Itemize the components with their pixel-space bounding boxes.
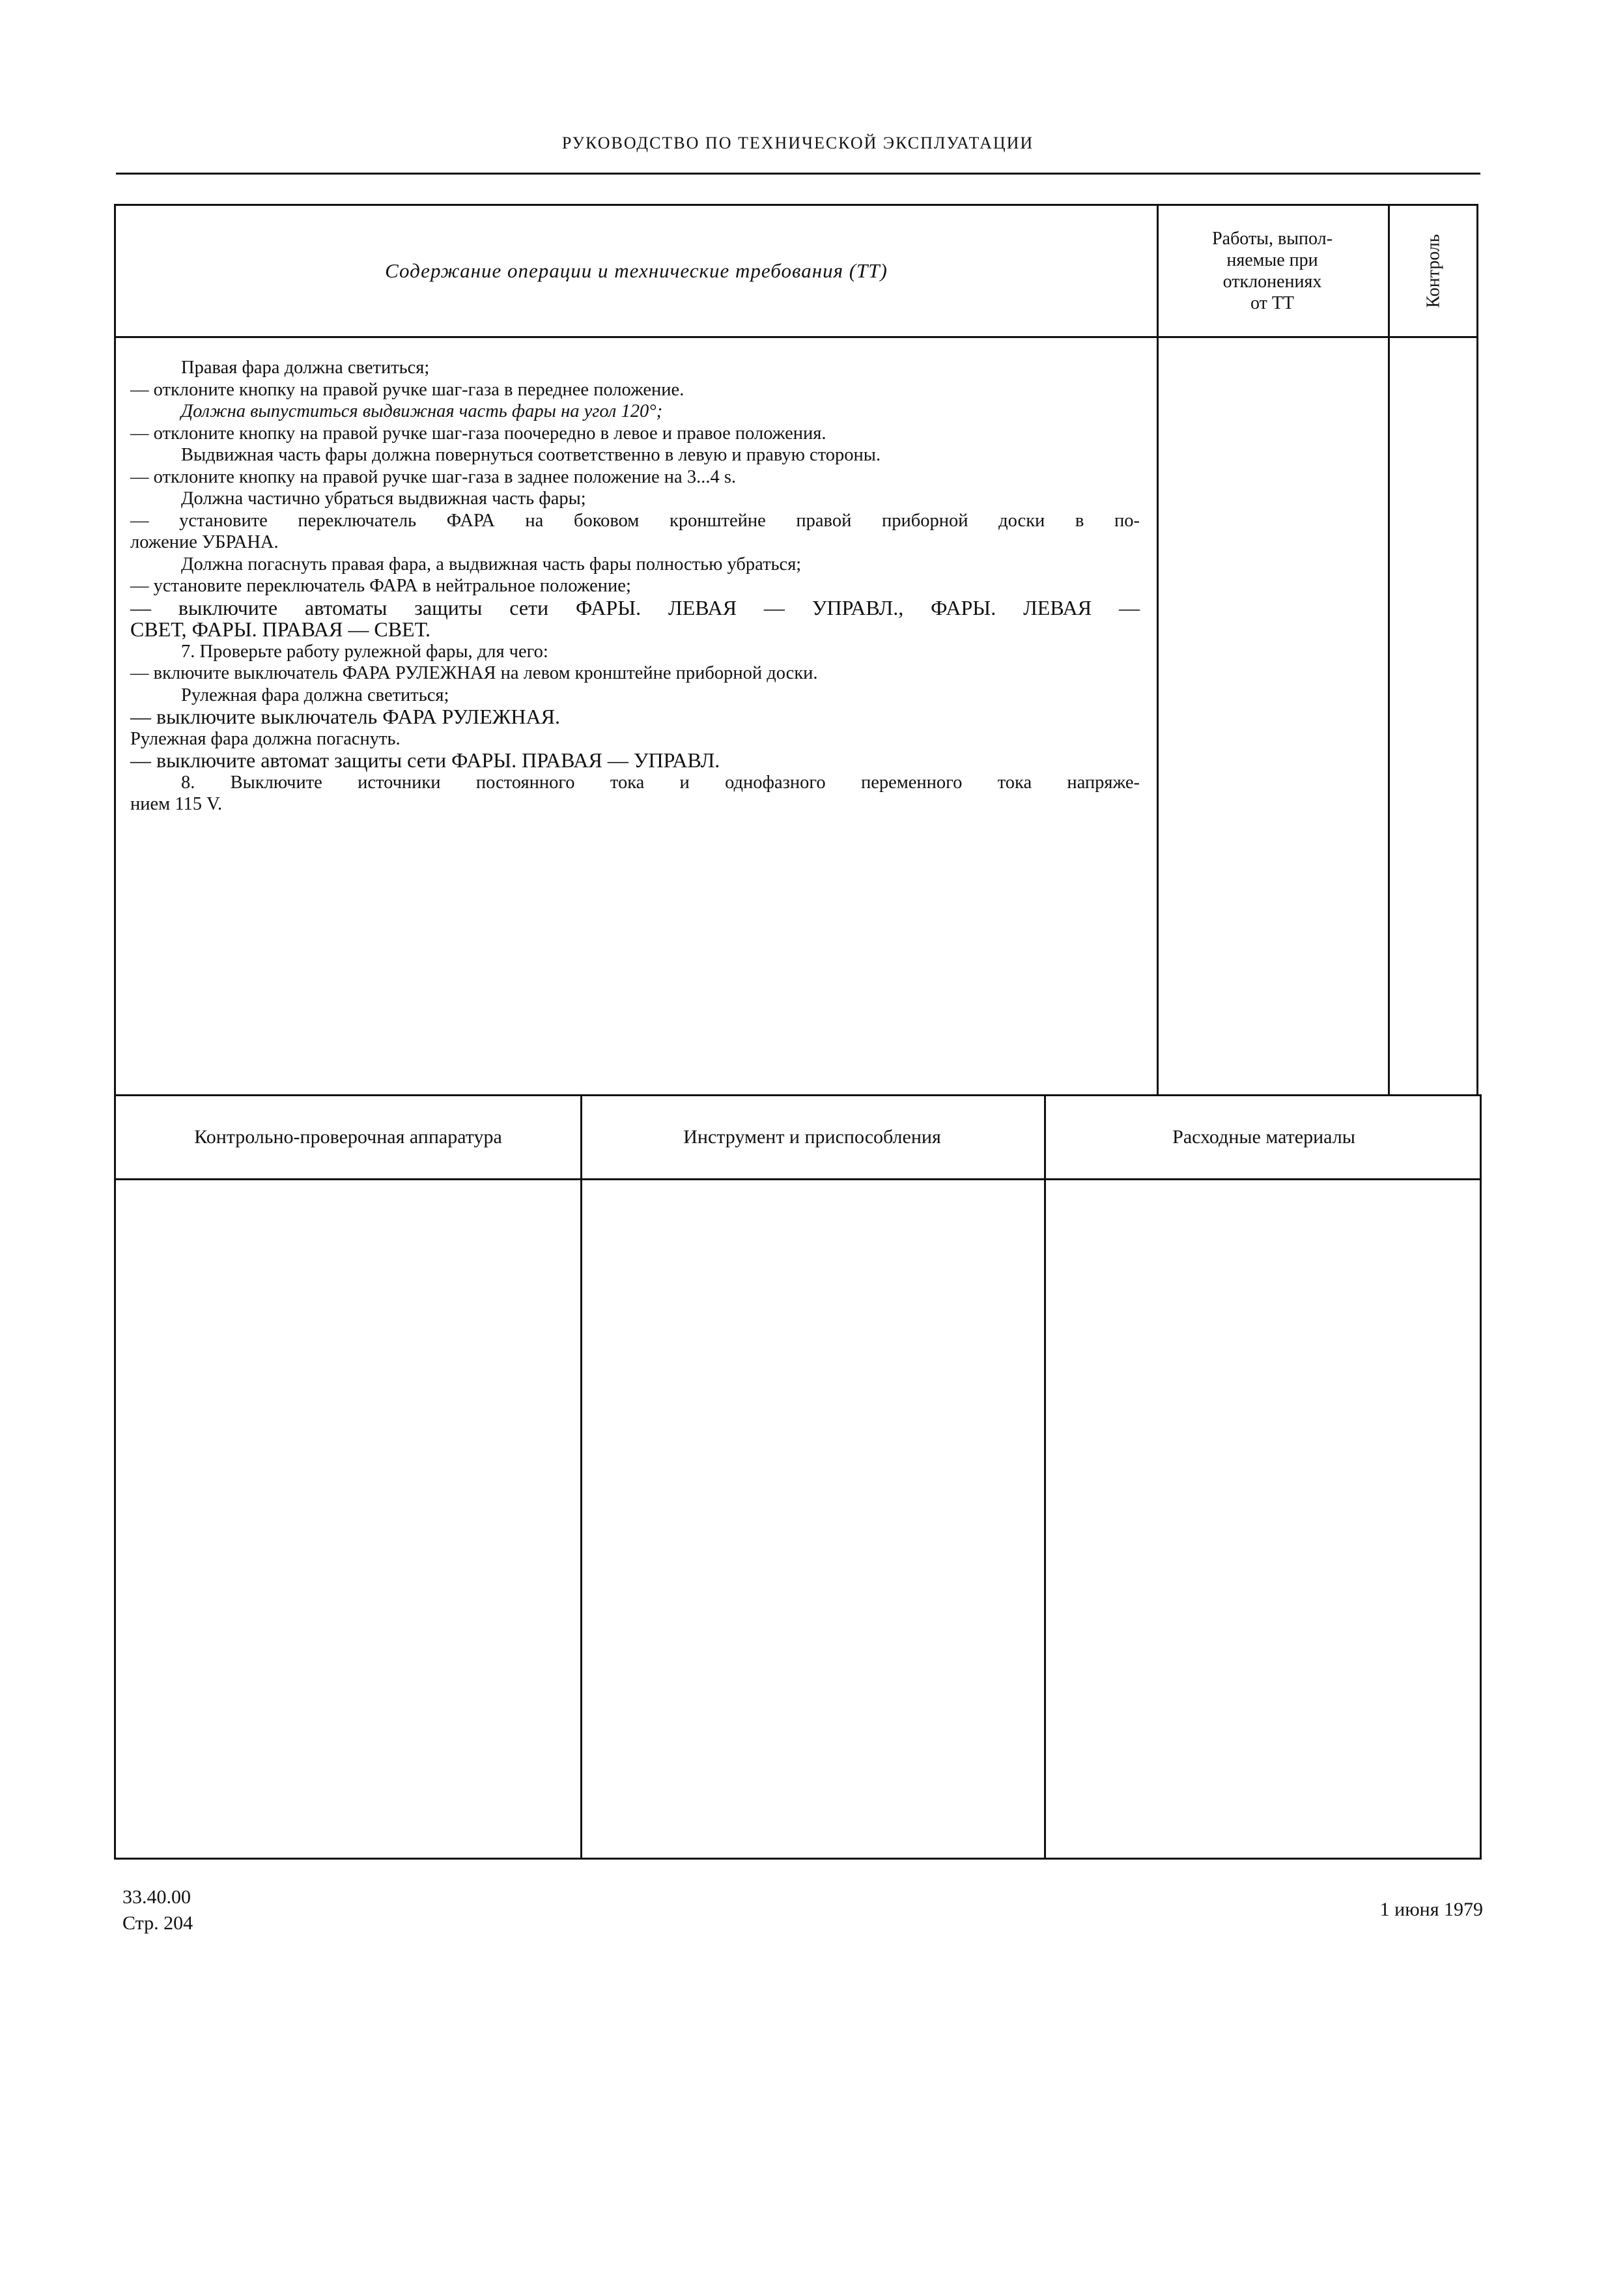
text-line: — отклоните кнопку на правой ручке шаг-газа в переднее положение. — [130, 379, 684, 400]
text-line: 8. Выключите источники постоянного тока и однофазного переменного тока напряже- — [181, 772, 1140, 793]
column-divider — [580, 1096, 582, 1858]
text-line: Выдвижная часть фары должна повернуться соответственно в левую и правую стороны. — [181, 445, 881, 465]
column-header-control — [1388, 206, 1480, 336]
operations-table — [114, 204, 1478, 1096]
text-line: — установите переключатель ФАРА на боковом кронштейне правой приборной доски в по- — [130, 510, 1140, 531]
text-line: Рулежная фара должна светиться; — [181, 685, 449, 705]
column-header-test-equipment: Контрольно-проверочная аппаратура — [194, 1126, 502, 1148]
revision-date: 1 июня 1979 — [1379, 1899, 1483, 1920]
text-line: Рулежная фара должна погаснуть. — [130, 728, 401, 749]
text-line: нием 115 V. — [130, 794, 223, 814]
header-rule — [116, 173, 1480, 175]
text-line: Должна выпуститься выдвижная часть фары на угол 120°; — [181, 401, 663, 421]
text-line: — включите выключатель ФАРА РУЛЕЖНАЯ на левом кронштейне приборной доски. — [130, 663, 818, 683]
column-header-deviation: Работы, выпол- няемые при отклонениях от ТТ — [1212, 229, 1333, 313]
section-code: 33.40.00 — [122, 1886, 191, 1908]
text-line: СВЕТ, ФАРЫ. ПРАВАЯ — СВЕТ. — [130, 617, 430, 641]
text-line: Должна частично убраться выдвижная часть фары; — [181, 489, 586, 509]
column-divider — [1388, 206, 1390, 1094]
column-header-content: Содержание операции и технические требования (ТТ) — [385, 259, 888, 282]
text-line: — отклоните кнопку на правой ручке шаг-газа в заднее положение на 3...4 s. — [130, 466, 737, 487]
text-line: — отклоните кнопку на правой ручке шаг-газа поочередно в левое и правое положения. — [130, 423, 826, 444]
text-line: 7. Проверьте работу рулежной фары, для чего: — [181, 641, 548, 662]
header-row-divider — [116, 1178, 1480, 1180]
column-header-control-label: Контроль — [1424, 234, 1444, 308]
page-number: Стр. 204 — [122, 1912, 193, 1934]
column-divider — [1044, 1096, 1046, 1858]
text-line: Должна погаснуть правая фара, а выдвижная часть фары полностью убраться; — [181, 554, 802, 574]
text-line: — установите переключатель ФАРА в нейтральное положение; — [130, 576, 631, 596]
operation-text — [130, 357, 1140, 815]
header-row-divider — [116, 336, 1476, 338]
column-divider — [1157, 206, 1159, 1094]
text-line: — выключите автоматы защиты сети ФАРЫ. ЛЕВАЯ — УПРАВЛ., ФАРЫ. ЛЕВАЯ — — [130, 595, 1140, 619]
text-line: — выключите выключатель ФАРА РУЛЕЖНАЯ. — [130, 705, 560, 728]
text-line: ложение УБРАНА. — [130, 532, 279, 552]
footer-left — [122, 1884, 193, 1936]
column-header-tools: Инструмент и приспособления — [683, 1126, 941, 1148]
resources-table — [114, 1094, 1482, 1860]
column-header-consumables: Расходные материалы — [1172, 1126, 1355, 1148]
text-line: Правая фара должна светиться; — [181, 358, 430, 378]
running-header: РУКОВОДСТВО ПО ТЕХНИЧЕСКОЙ ЭКСПЛУАТАЦИИ — [561, 134, 1034, 152]
text-line: — выключите автомат защиты сети ФАРЫ. ПРАВАЯ — УПРАВЛ. — [130, 748, 720, 772]
